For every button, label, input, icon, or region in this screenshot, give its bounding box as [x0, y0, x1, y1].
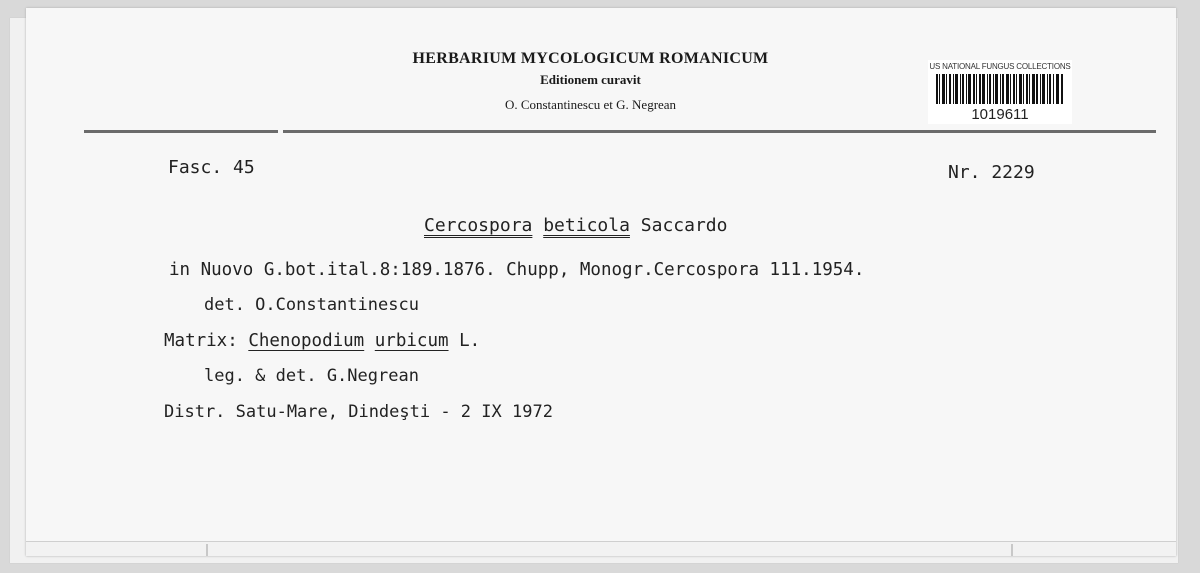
fold-notch-left [206, 544, 208, 556]
host-species: urbicum [374, 331, 449, 351]
barcode-icon [936, 74, 1064, 104]
taxon-name [424, 215, 727, 236]
exsiccata-number: Nr. 2229 [948, 162, 1035, 183]
host-matrix [164, 331, 480, 351]
label-header [26, 8, 1176, 130]
herbarium-subtitle: Editionem curavit [540, 72, 641, 87]
herbarium-editors: O. Constantinescu et G. Negrean [504, 97, 677, 112]
bottom-fold [26, 541, 1176, 556]
rule-gap [278, 129, 283, 134]
herbarium-title: HERBARIUM MYCOLOGICUM ROMANICUM [412, 50, 769, 67]
barcode-sticker [928, 60, 1072, 124]
taxon-genus: Cercospora [424, 215, 533, 236]
taxon-author: Saccardo [640, 215, 728, 236]
taxon-species: beticola [543, 215, 630, 236]
header-rule [84, 130, 1156, 133]
herbarium-label [26, 8, 1176, 556]
barcode-caption: US NATIONAL FUNGUS COLLECTIONS [929, 62, 1071, 71]
fold-notch-right [1011, 544, 1013, 556]
matrix-prefix: Matrix: [164, 331, 238, 351]
barcode-number: 1019611 [971, 106, 1029, 123]
host-genus: Chenopodium [248, 331, 365, 351]
literature-citation: in Nuovo G.bot.ital.8:189.1876. Chupp, Monogr.Cercospora 111.1954. [169, 260, 865, 280]
determiner: det. O.Constantinescu [204, 295, 419, 315]
distribution: Distr. Satu-Mare, Dindeşti - 2 IX 1972 [164, 402, 553, 422]
fascicle-number: Fasc. 45 [168, 157, 255, 178]
host-author: L. [459, 331, 481, 351]
collector: leg. & det. G.Negrean [204, 366, 419, 386]
